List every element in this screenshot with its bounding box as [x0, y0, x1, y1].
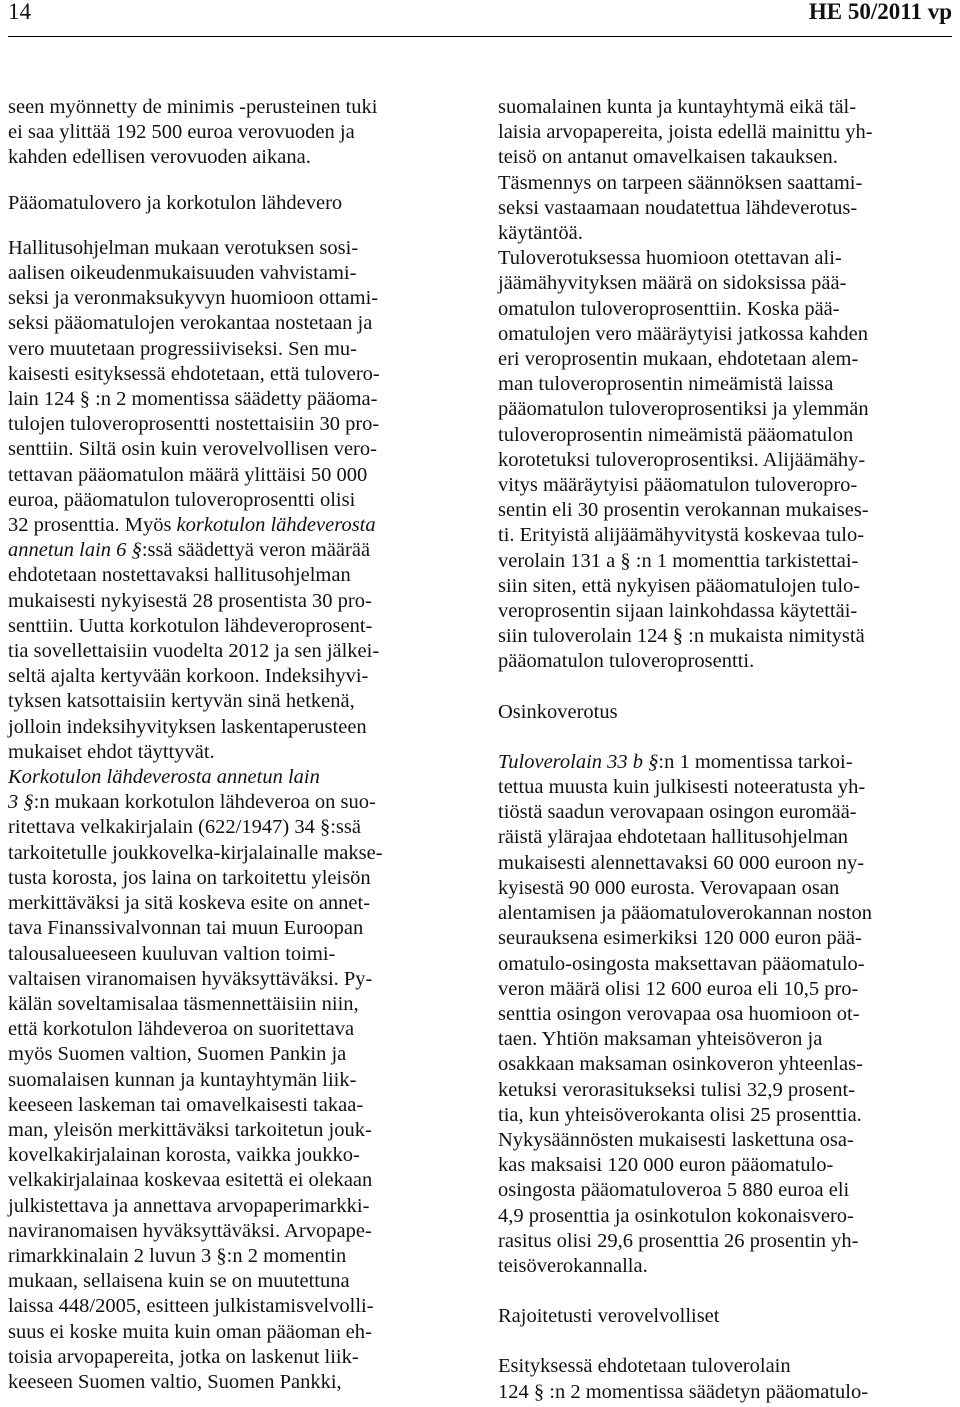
paragraph-securities-issuers: suomalainen kunta ja kuntayhtymä eikä täl- laisia arvopapereita, joista edellä mainittu yh- teisö on antanut omavelkaisen takauksen. Täsmennys on tarpeen säännöksen saattami- seksi vastaamaan noudatettua lähdeverotus- käytäntöä. — [498, 96, 873, 245]
section-heading-limited-liability: Rajoitetusti verovelvolliset — [498, 1305, 720, 1328]
document-id: HE 50/2011 vp — [808, 0, 952, 24]
paragraph-deficit-credit: Tuloverotuksessa huomioon otettavan ali- jäämähyvityksen määrä on sidoksissa pää- omatulon tuloveroprosenttiin. Koska pää- omatulojen vero määräytyisi jatkossa kahden eri veroprosentin mukaan, ehdotetaan alem- man tuloveroprosentin nimeämistä laissa pääomatulon tuloveroprosentiksi ja ylemmän tuloveroprosentin nimeämistä pääomatulon korotetuksi tuloveroprosentiksi. Alijäämähy- vitys määräytyisi pääomatulon tuloveropro- sentin eli 30 prosentin verokannan mukaises- ti. Erityistä alijäämähyvitystä koskevaa tulo- verolain 131 a § :n 1 momenttia tarkistettai- siin siten, että nykyisen pääomatulojen tulo- veroprosentin sijaan lainkohdassa käytettäi- siin tuloverolain 124 § :n mukaista nimitystä pääomatulon tuloveroprosentti. — [498, 247, 869, 673]
law-reference-withholding-tax-3: Korkotulon lähdeverosta annetun lain 3 § — [8, 766, 320, 814]
header-rule — [8, 36, 952, 37]
paragraph-withholding-tax-rate: :ssä säädettyä veron määrää ehdotetaan nostettavaksi hallitusohjelman mukaisesti nykyisestä 28 prosentista 30 pro- senttiin. Uutta korkotulon lähdeveroprosent- tia sovellettaisiin vuodelta 2012 ja sen jälkei- seltä ajalta kertyvään korkoon. Indeksihyvi- tyksen katsottaisiin kertyvän sinä hetkenä, jolloin indeksihyvityksen laskentaperusteen mukaiset ehdot täyttyvät. — [8, 539, 380, 763]
paragraph-bond-interest: :n mukaan korkotulon lähdeveroa on suo- ritettava velkakirjalain (622/1947) 34 §:ssä tarkoitetulle joukkovelka-kirjalainalle makse- tusta korosta, jos laina on tarkoitettu yleisön merkittäväksi ja sitä koskeva esite on annet- tava Finanssivalvonnan tai muun Euroopan talousalueeseen kuuluvan valtion toimi- valtaisen viranomaisen hyväksyttäväksi. Py- kälän soveltamisalaa täsmennettäisiin niin, että korkotulon lähdeveroa on suoritettava myös Suomen valtion, Suomen Pankin ja suomalaisen kunnan ja kuntayhtymän liik- keeseen laskeman tai omavelkaisesti takaa- man, yleisön merkittäväksi tarkoitetun jouk- kovelkakirjalainan korosta, vaikka joukko- velkakirjalainaa koskevaa esitettä ei olekaan julkistettava ja annettava arvopaperimarkki- naviranomaisen hyväksyttäväksi. Arvopape- rimarkkinalain 2 luvun 3 §:n 2 momentin mukaan, sellaisena kuin se on muutettuna laissa 448/2005, esitteen julkistamisvelvolli- suus ei koske muita kuin oman pääoman eh- toisia arvopapereita, jotka on laskenut liik- keeseen Suomen valtio, Suomen Pankki, — [8, 791, 383, 1393]
right-column — [498, 95, 958, 1405]
intro-paragraph: seen myönnetty de minimis -perusteinen tuki ei saa ylittää 192 500 euroa verovuoden ja kahden edellisen verovuoden aikana. — [8, 96, 378, 169]
paragraph-government-programme: Hallitusohjelman mukaan verotuksen sosi- aalisen oikeudenmukaisuuden vahvistami- seksi ja veronmaksukyvyn huomioon ottami- seksi pääomatulojen verokantaa nostetaan ja vero muutetaan progressiiviseksi. Sen mu- kaisesti esityksessä ehdotetaan, että tulovero- lain 124 § :n 2 momentissa säädetty pääoma- tulojen tuloveroprosentti nostettaisiin 30 pro- senttiin. Siltä osin kuin verovelvollisen vero- tettavan pääomatulon määrä ylittäisi 50 000 euroa, pääomatulon tuloveroprosentti olisi 32 prosenttia. Myös — [8, 236, 380, 537]
section-heading-dividend-tax: Osinkoverotus — [498, 700, 618, 723]
page-header — [8, 0, 952, 34]
left-column — [8, 95, 480, 1395]
paragraph-dividend-exemption: :n 1 momentissa tarkoi- tettua muusta kuin julkisesti noteeratusta yh- tiöstä saadun verovapaan osingon euromää- räistä ylärajaa ehdotetaan hallitusohjelman mukaisesti alennettavaksi 60 000 euroon ny- kyisestä 90 000 eurosta. Verovapaan osan alentamisen ja pääomatuloverokannan noston seurauksena esimerkiksi 120 000 euron pää- omatulo-osingosta maksettavan pääomatulo- veron määrä olisi 12 600 euroa eli 10,5 pro- senttia osingon verovapaa osa huomioon ot- taen. Yhtiön maksaman yhteisöveron ja osakkaan maksaman osinkoveron yhteenlas- ketuksi verorasitukseksi tulisi 32,9 prosent- tia, kun yhteisöverokanta olisi 25 prosenttia. Nykysäännösten mukaisesti laskettuna osa- kas maksaisi 120 000 euron pääomatulo- osingosta pääomatuloveroa 5 880 euroa eli 4,9 prosenttia ja osinkotulon kokonaisvero- rasitus olisi 29,6 prosenttia 26 prosentin yh- teisöverokannalla. — [498, 750, 873, 1277]
law-reference-income-tax-33b: Tuloverolain 33 b § — [498, 750, 659, 773]
law-reference-withholding-tax-6: korkotulon lähdeverosta annetun lain 6 § — [8, 514, 376, 562]
page-number: 14 — [8, 0, 31, 24]
paragraph-proposal: Esityksessä ehdotetaan tuloverolain 124 § :n 2 momentissa säädetyn pääomatulo- — [498, 1355, 869, 1403]
section-heading-capital-income-tax: Pääomatulovero ja korkotulon lähdevero — [8, 191, 343, 214]
